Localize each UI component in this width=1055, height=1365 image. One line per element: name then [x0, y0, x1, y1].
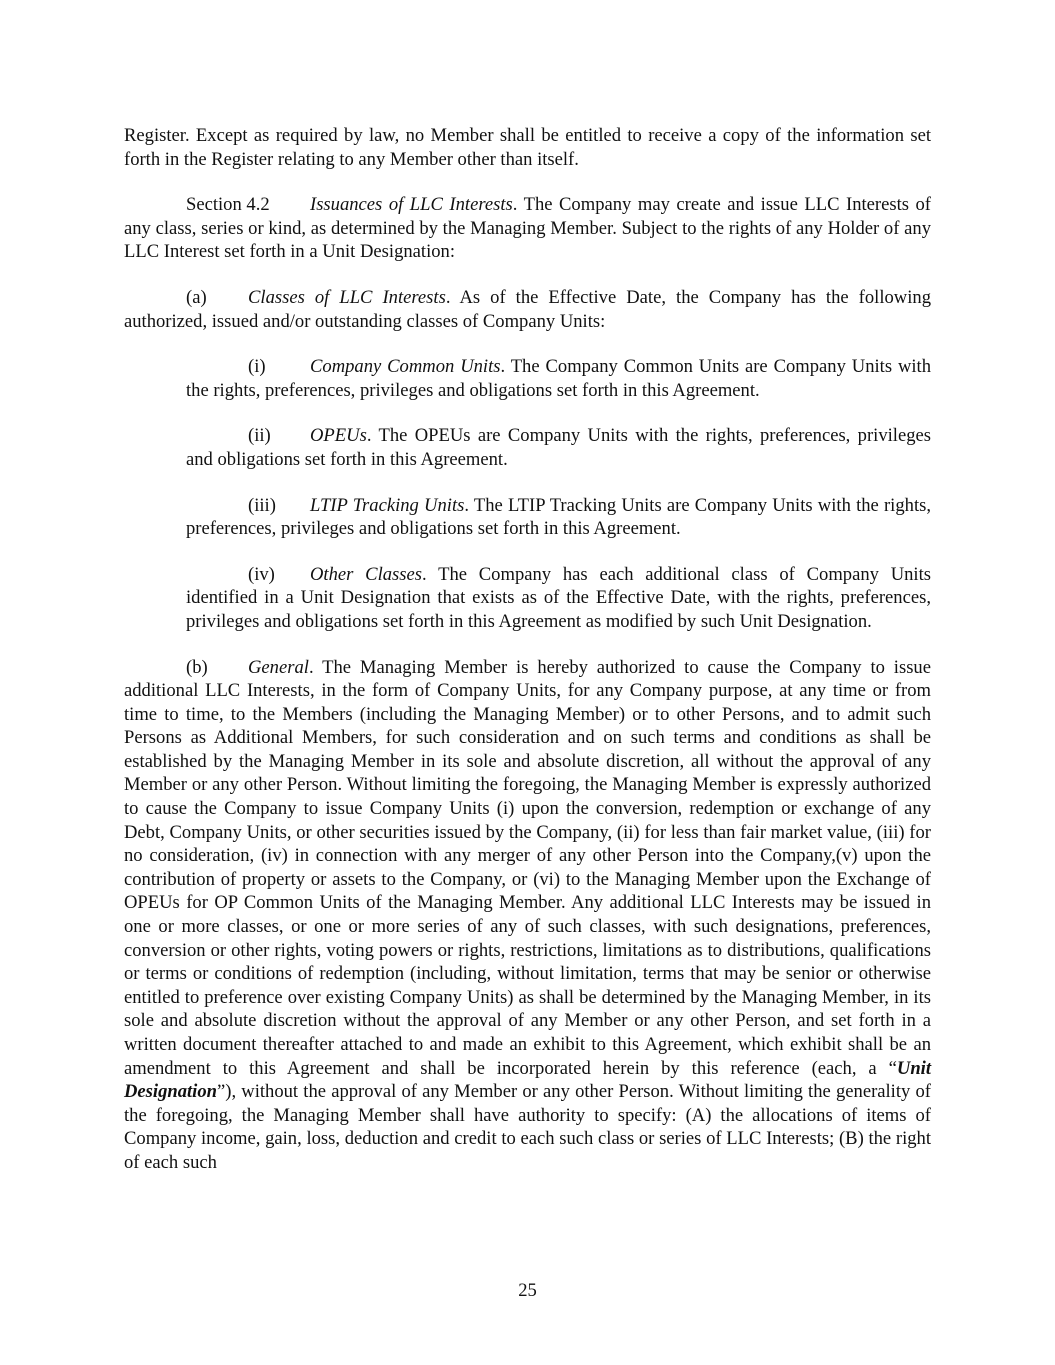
subclause-iii-paragraph: [186, 494, 931, 541]
subclause-title: LTIP Tracking Units: [310, 494, 465, 516]
defined-term-unit-designation: Unit Designation: [124, 1057, 931, 1103]
subclause-title: Other Classes: [310, 563, 422, 585]
clause-title: Classes of LLC Interests: [248, 286, 446, 308]
clause-text: . The Managing Member is hereby authorized to cause the Company to issue additional LLC Interests, in the form of Company Units, for any Company purpose, at any time or from time to time, to the Members (including the Managing Member) or to other Persons, and to admit such Persons as Additional Members, for such consideration and on such terms and conditions as shall be established by the Managing Member in its sole and absolute discretion, all without the approval of any Member or any other Person. Without limiting the foregoing, the Managing Member is expressly authorized to cause the Company to issue Company Units (i) upon the conversion, redemption or exchange of any Debt, Company Units, or other securities issued by the Company, (ii) for less than fair market value, (iii) for no consideration, (iv) in connection with any merger of any other Person into the Company,(v) upon the contribution of property or assets to the Company, or (vi) to the Managing Member upon the Exchange of OPEUs for OP Common Units of the Managing Member. Any additional LLC Interests may be issued in one or more classes, or one or more series of any of such classes, with such designations, preferences, conversion or other rights, voting powers or rights, restrictions, limitations as to distributions, qualifications or terms or conditions of redemption (including, without limitation, terms that may be senior or otherwise entitled to preference over existing Company Units) as shall be determined by the Managing Member, in its sole and absolute discretion without the approval of any Member or any other Person, and set forth in a written document thereafter attached to and made an exhibit to this Agreement, which exhibit shall be an amendment to this Agreement and shall be incorporated herein by this reference (each, a “: [124, 656, 931, 1079]
subclause-title: Company Common Units: [310, 356, 501, 378]
subclause-label: (i): [248, 356, 266, 378]
section-4-2-paragraph: [124, 193, 931, 264]
section-title: Issuances of LLC Interests: [310, 194, 513, 216]
document-page: [124, 124, 931, 1197]
subclause-text: . The LTIP Tracking Units are Company Units with the rights, preferences, privileges and obligations set forth in this Agreement.: [186, 494, 931, 540]
clause-text-continued: ”), without the approval of any Member or any other Person. Without limiting the generality of the foregoing, the Managing Member shall have authority to specify: (A) the allocations of items of Company income, gain, loss, deduction and credit to each such class or series of LLC Interests; (B) the right of each such: [124, 1081, 931, 1173]
subclause-text: . The Company Common Units are Company Units with the rights, preferences, privileges and obligations set forth in this Agreement.: [186, 356, 931, 401]
clause-label: (a): [186, 286, 207, 308]
clause-b-paragraph: [124, 656, 931, 1175]
section-text: . The Company may create and issue LLC Interests of any class, series or kind, as determined by the Managing Member. Subject to the rights of any Holder of any LLC Interest set forth in a Unit Designation:: [124, 194, 932, 263]
subclause-text: . The OPEUs are Company Units with the rights, preferences, privileges and obligations set forth in this Agreement.: [186, 425, 931, 470]
subclause-label: (iii): [248, 494, 276, 516]
subclause-text: . The Company has each additional class of Company Units identified in a Unit Designation that exists as of the Effective Date, with the rights, preferences, privileges and obligations set forth in this Agreement as modified by such Unit Designation.: [186, 563, 931, 632]
section-number: Section 4.2: [186, 194, 270, 216]
subclause-iv-paragraph: [186, 563, 931, 634]
subclause-label: (iv): [248, 563, 275, 585]
subclause-i-paragraph: [186, 355, 931, 402]
clause-title: General: [248, 656, 309, 678]
clause-label: (b): [186, 656, 208, 678]
clause-a-paragraph: [124, 286, 931, 333]
clause-text: . As of the Effective Date, the Company has the following authorized, issued and/or outstanding classes of Company Units:: [124, 286, 931, 332]
page-number: 25: [518, 1280, 537, 1301]
subclause-ii-paragraph: [186, 424, 931, 471]
subclause-label: (ii): [248, 425, 271, 447]
paragraph-register: Register. Except as required by law, no Member shall be entitled to receive a copy of the information set forth in the Register relating to any Member other than itself.: [124, 125, 931, 170]
subclause-title: OPEUs: [310, 425, 367, 447]
